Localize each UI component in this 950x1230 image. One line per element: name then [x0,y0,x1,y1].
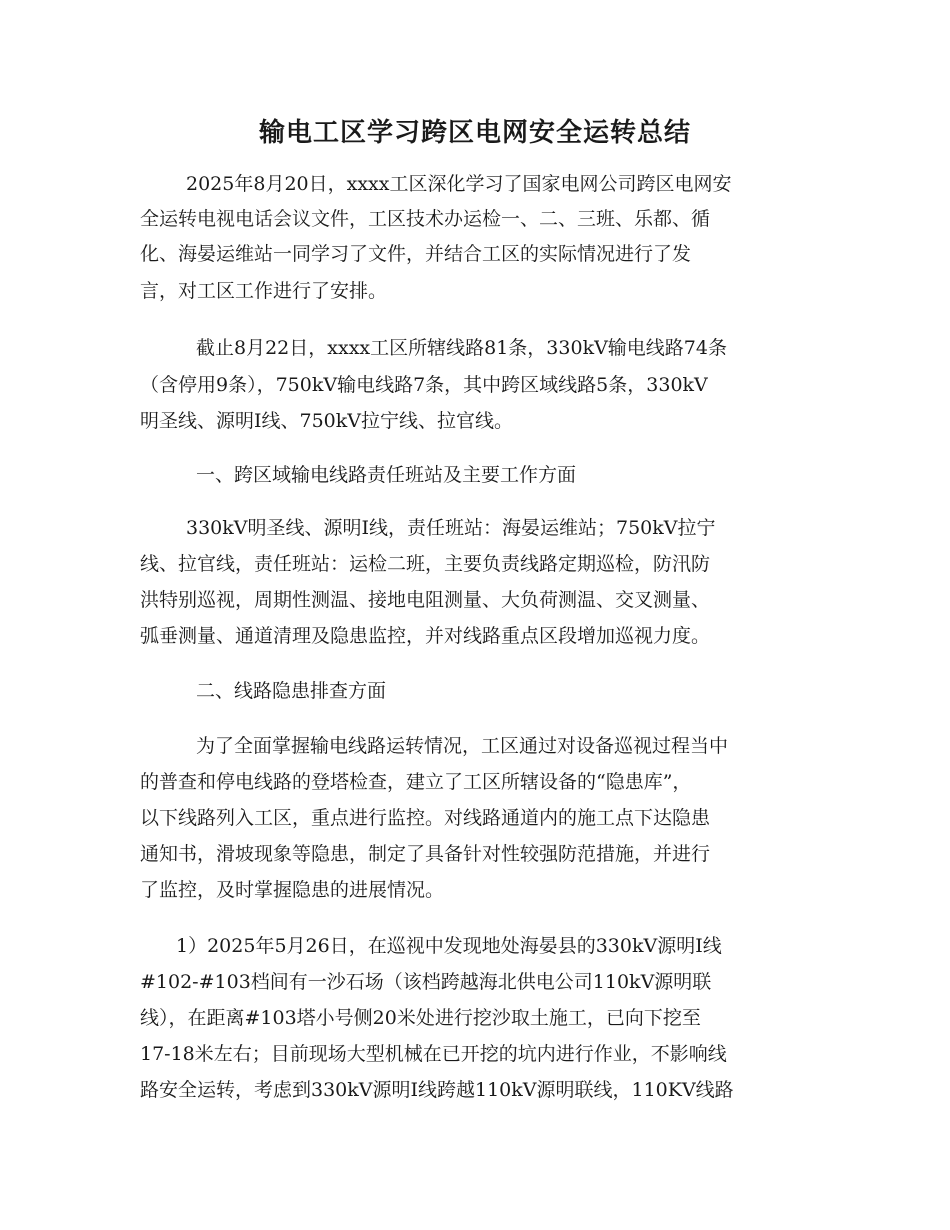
paragraph-line: 330kV明圣线、源明Ⅰ线，责任班站：海晏运维站；750kV拉宁 [186,517,716,539]
paragraph-line: 1）2025年5月26日，在巡视中发现地处海晏县的330kV源明Ⅰ线 [176,935,722,957]
document-title: 输电工区学习跨区电网安全运转总结 [258,118,691,148]
paragraph-line: （含停用9条），750kV输电线路7条，其中跨区域线路5条，330kV [140,374,708,396]
paragraph-line: 明圣线、源明Ⅰ线、750kV拉宁线、拉官线。 [140,410,514,432]
paragraph-line: 通知书，滑坡现象等隐患，制定了具备针对性较强防范措施，并进行 [140,843,711,865]
paragraph-line: 2025年8月20日，xxxx工区深化学习了国家电网公司跨区电网安 [186,173,732,195]
paragraph-line: 以下线路列入工区，重点进行监控。对线路通道内的施工点下达隐患 [140,807,711,829]
paragraph-line: 言，对工区工作进行了安排。 [140,280,388,302]
paragraph-line: 弧垂测量、通道清理及隐患监控，并对线路重点区段增加巡视力度。 [140,625,711,647]
section-heading: 一、跨区域输电线路责任班站及主要工作方面 [196,464,577,486]
paragraph-line: #102-#103档间有一沙石场（该档跨越海北供电公司110kV源明联 [140,971,712,993]
paragraph-line: 线），在距离#103塔小号侧20米处进行挖沙取土施工，已向下挖至 [140,1007,701,1029]
paragraph-line: 了监控，及时掌握隐患的进展情况。 [140,879,445,901]
paragraph-line: 化、海晏运维站一同学习了文件，并结合工区的实际情况进行了发 [140,243,692,265]
section-heading: 二、线路隐患排查方面 [196,680,387,702]
paragraph-line: 全运转电视电话会议文件，工区技术办运检一、二、三班、乐都、循 [140,208,711,230]
paragraph-line: 线、拉官线，责任班站：运检二班，主要负责线路定期巡检，防汛防 [140,553,711,575]
paragraph-line: 截止8月22日，xxxx工区所辖线路81条，330kV输电线路74条 [196,337,727,359]
paragraph-line: 17-18米左右；目前现场大型机械在已开挖的坑内进行作业，不影响线 [140,1043,727,1065]
paragraph-line: 路安全运转，考虑到330kV源明Ⅰ线跨越110kV源明联线，110KV线路 [140,1079,734,1101]
paragraph-line: 洪特别巡视，周期性测温、接地电阻测量、大负荷测温、交叉测量、 [140,589,711,611]
paragraph-line: 为了全面掌握输电线路运转情况，工区通过对设备巡视过程当中 [196,735,729,757]
paragraph-line: 的普查和停电线路的登塔检查，建立了工区所辖设备的“隐患库”， [140,771,692,793]
